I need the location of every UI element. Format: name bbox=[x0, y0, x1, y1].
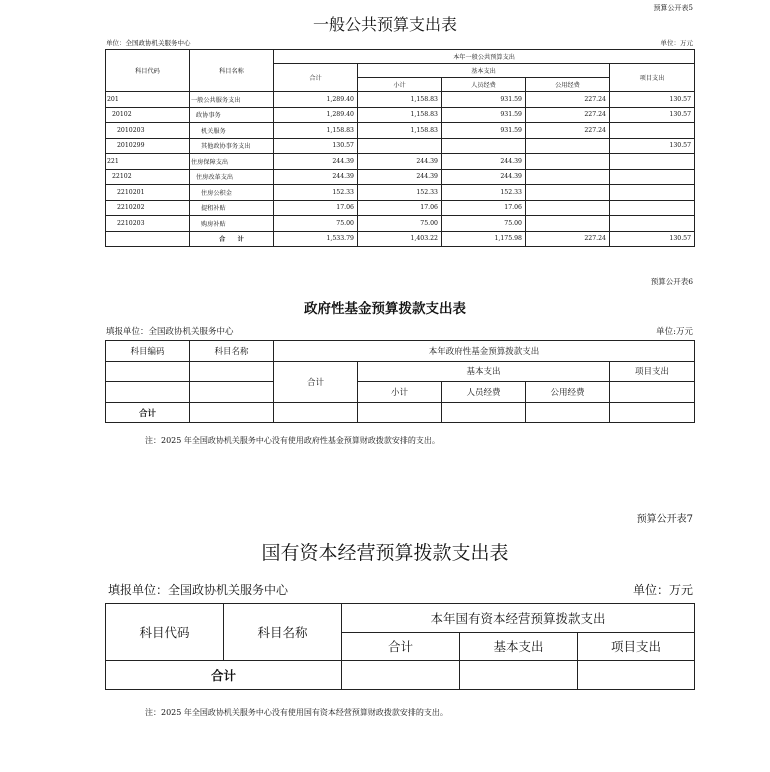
total-public: 227.24 bbox=[526, 231, 610, 247]
general-budget-table bbox=[105, 49, 695, 247]
cell-subtotal: 1,158.83 bbox=[358, 107, 442, 123]
cell-public bbox=[526, 138, 610, 154]
table5-title: 一般公共预算支出表 bbox=[312, 15, 457, 34]
table6-note: 注：2025 年全国政协机关服务中心没有使用政府性基金预算财政拨款安排的支出。 bbox=[145, 436, 440, 445]
header-total: 合计 bbox=[274, 361, 358, 402]
cell-total: 152.33 bbox=[274, 185, 358, 201]
cell-total: 244.39 bbox=[274, 154, 358, 170]
total-project: 130.57 bbox=[610, 231, 695, 247]
cell-name: 购房补贴 bbox=[190, 216, 274, 232]
cell-subtotal: 75.00 bbox=[358, 216, 442, 232]
total-subtotal: 1,403.22 bbox=[358, 231, 442, 247]
cell-personnel: 152.33 bbox=[442, 185, 526, 201]
total-personnel: 1,175.98 bbox=[442, 231, 526, 247]
header-code: 科目代码 bbox=[106, 50, 190, 92]
cell-public: 227.24 bbox=[526, 107, 610, 123]
header-subtotal: 小计 bbox=[358, 78, 442, 92]
cell-public bbox=[526, 169, 610, 185]
cell-code: 22102 bbox=[106, 169, 190, 185]
cell-personnel: 244.39 bbox=[442, 154, 526, 170]
empty-cell bbox=[106, 361, 190, 382]
cell-personnel: 931.59 bbox=[442, 107, 526, 123]
empty-cell bbox=[460, 661, 578, 690]
header-project: 项目支出 bbox=[610, 361, 695, 382]
header-personnel: 人员经费 bbox=[442, 382, 526, 403]
cell-name: 住房改革支出 bbox=[190, 169, 274, 185]
table-row bbox=[106, 107, 695, 123]
header-total: 合计 bbox=[342, 632, 460, 661]
cell-subtotal: 244.39 bbox=[358, 154, 442, 170]
table6-title: 政府性基金预算拨款支出表 bbox=[304, 301, 466, 317]
cell-personnel: 17.06 bbox=[442, 200, 526, 216]
cell-total: 1,289.40 bbox=[274, 107, 358, 123]
header-code: 科目编码 bbox=[106, 341, 190, 362]
table6-unit-left: 填报单位：全国政协机关服务中心 bbox=[106, 327, 234, 337]
cell-name: 住房公积金 bbox=[190, 185, 274, 201]
table-row bbox=[106, 216, 695, 232]
header-project: 项目支出 bbox=[578, 632, 695, 661]
cell-personnel: 75.00 bbox=[442, 216, 526, 232]
cell-public: 227.24 bbox=[526, 123, 610, 139]
fund-budget-table bbox=[105, 340, 695, 423]
table6-unit-right: 单位:万元 bbox=[656, 327, 693, 337]
header-subtotal: 小计 bbox=[358, 382, 442, 403]
cell-name: 一般公共服务支出 bbox=[190, 92, 274, 108]
cell-code: 2210203 bbox=[106, 216, 190, 232]
cell-name: 住房保障支出 bbox=[190, 154, 274, 170]
table7-unit-right: 单位：万元 bbox=[632, 583, 693, 597]
cell-total: 130.57 bbox=[274, 138, 358, 154]
cell-total: 75.00 bbox=[274, 216, 358, 232]
cell-code: 2010203 bbox=[106, 123, 190, 139]
table7-title: 国有资本经营预算拨款支出表 bbox=[261, 542, 509, 564]
header-public: 公用经费 bbox=[526, 78, 610, 92]
cell-name: 政协事务 bbox=[190, 107, 274, 123]
empty-cell bbox=[610, 402, 695, 423]
empty-cell bbox=[190, 382, 274, 403]
cell-project: 130.57 bbox=[610, 92, 695, 108]
cell-personnel: 931.59 bbox=[442, 92, 526, 108]
header-group: 本年政府性基金预算拨款支出 bbox=[274, 341, 695, 362]
empty-cell bbox=[190, 402, 274, 423]
total-label: 合计 bbox=[106, 661, 342, 690]
empty-cell bbox=[442, 402, 526, 423]
cell-project bbox=[610, 200, 695, 216]
cell-project bbox=[610, 216, 695, 232]
cell-subtotal: 1,158.83 bbox=[358, 123, 442, 139]
cell-total: 1,289.40 bbox=[274, 92, 358, 108]
table5-unit-left: 单位：全国政协机关服务中心 bbox=[106, 39, 191, 47]
cell-code: 2210201 bbox=[106, 185, 190, 201]
header-group: 本年国有资本经营预算拨款支出 bbox=[342, 604, 695, 633]
cell-public bbox=[526, 200, 610, 216]
cell-subtotal: 244.39 bbox=[358, 169, 442, 185]
total-label: 合计 bbox=[106, 402, 190, 423]
cell-personnel bbox=[442, 138, 526, 154]
cell-subtotal: 152.33 bbox=[358, 185, 442, 201]
table6-tag: 预算公开表6 bbox=[650, 277, 693, 286]
cell-project: 130.57 bbox=[610, 138, 695, 154]
header-name: 科目名称 bbox=[190, 341, 274, 362]
header-basic: 基本支出 bbox=[460, 632, 578, 661]
empty-cell bbox=[358, 402, 442, 423]
cell-name: 其他政协事务支出 bbox=[190, 138, 274, 154]
header-name: 科目名称 bbox=[190, 50, 274, 92]
table5-tag: 预算公开表5 bbox=[653, 4, 693, 12]
header-name: 科目名称 bbox=[224, 604, 342, 661]
table7-tag: 预算公开表7 bbox=[636, 514, 693, 525]
cell-project bbox=[610, 169, 695, 185]
table-row bbox=[106, 123, 695, 139]
cell-public: 227.24 bbox=[526, 92, 610, 108]
cell-code: 221 bbox=[106, 154, 190, 170]
cell-project bbox=[610, 185, 695, 201]
total-label: 合 计 bbox=[190, 231, 274, 247]
empty-cell bbox=[190, 361, 274, 382]
header-code: 科目代码 bbox=[106, 604, 224, 661]
cell-total: 17.06 bbox=[274, 200, 358, 216]
cell-total: 1,158.83 bbox=[274, 123, 358, 139]
cell-code: 2010299 bbox=[106, 138, 190, 154]
empty-cell bbox=[342, 661, 460, 690]
cell-personnel: 244.39 bbox=[442, 169, 526, 185]
cell-name: 提租补贴 bbox=[190, 200, 274, 216]
empty-cell bbox=[274, 402, 358, 423]
cell-name: 机关服务 bbox=[190, 123, 274, 139]
header-total: 合计 bbox=[274, 64, 358, 92]
table-row bbox=[106, 185, 695, 201]
table7-note: 注：2025 年全国政协机关服务中心没有使用国有资本经营预算财政拨款安排的支出。 bbox=[145, 708, 448, 717]
table7-unit-left: 填报单位：全国政协机关服务中心 bbox=[108, 583, 289, 597]
table-row bbox=[106, 169, 695, 185]
cell-public bbox=[526, 216, 610, 232]
header-basic: 基本支出 bbox=[358, 64, 610, 78]
cell-personnel: 931.59 bbox=[442, 123, 526, 139]
cell-public bbox=[526, 154, 610, 170]
table5-unit-right: 单位：万元 bbox=[660, 39, 693, 47]
cell-project: 130.57 bbox=[610, 107, 695, 123]
cell-project bbox=[610, 154, 695, 170]
empty-cell bbox=[106, 382, 190, 403]
header-group: 本年一般公共预算支出 bbox=[274, 50, 695, 64]
table-row bbox=[106, 200, 695, 216]
header-project: 项目支出 bbox=[610, 64, 695, 92]
cell-subtotal: 1,158.83 bbox=[358, 92, 442, 108]
table-row bbox=[106, 154, 695, 170]
cell-subtotal: 17.06 bbox=[358, 200, 442, 216]
header-basic: 基本支出 bbox=[358, 361, 610, 382]
cell-code: 2210202 bbox=[106, 200, 190, 216]
table-row bbox=[106, 138, 695, 154]
cell-total: 244.39 bbox=[274, 169, 358, 185]
cell-project bbox=[610, 123, 695, 139]
cell-public bbox=[526, 185, 610, 201]
header-personnel: 人员经费 bbox=[442, 78, 526, 92]
cell-code: 20102 bbox=[106, 107, 190, 123]
table-row bbox=[106, 92, 695, 108]
empty-cell bbox=[578, 661, 695, 690]
state-capital-table bbox=[105, 603, 695, 690]
empty-cell bbox=[526, 402, 610, 423]
empty-cell bbox=[610, 382, 695, 403]
header-public: 公用经费 bbox=[526, 382, 610, 403]
cell-code: 201 bbox=[106, 92, 190, 108]
total-total: 1,533.79 bbox=[274, 231, 358, 247]
total-code-cell bbox=[106, 231, 190, 247]
cell-subtotal bbox=[358, 138, 442, 154]
